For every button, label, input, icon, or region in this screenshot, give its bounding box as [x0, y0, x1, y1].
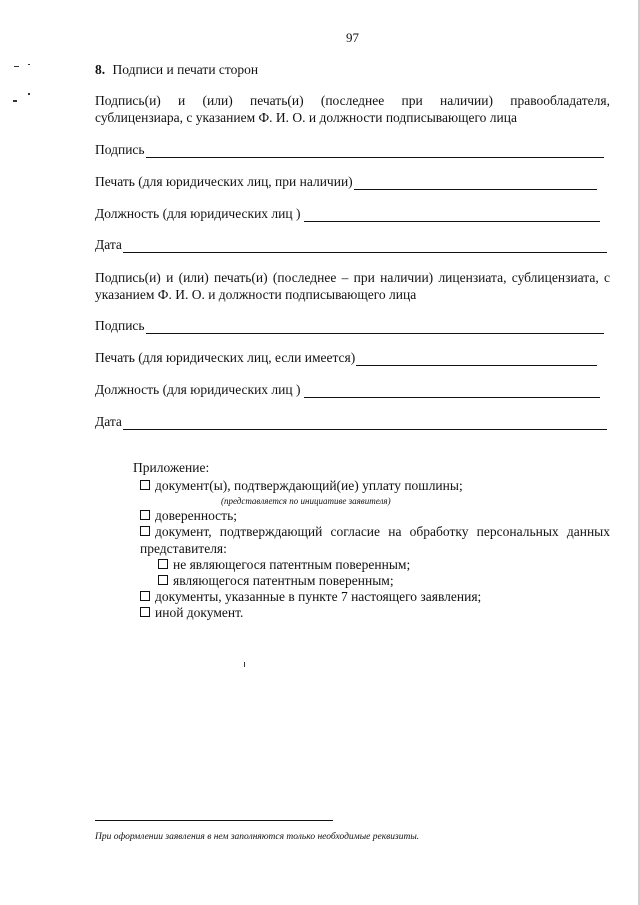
licensee-date-label: Дата	[95, 414, 122, 429]
section-title	[95, 62, 258, 78]
licensee-signature-line[interactable]	[146, 321, 604, 334]
attachment-power-of-attorney[interactable]	[140, 508, 237, 524]
rightholder-seal-label: Печать (для юридических лиц, при наличии)	[95, 174, 353, 189]
licensee-seal-line[interactable]	[356, 353, 597, 366]
attachment-other-doc-label: иной документ.	[155, 605, 244, 620]
rightholder-seal-field[interactable]	[95, 174, 597, 190]
licensee-intro-line1: Подпись(и) и (или) печать(и) (последнее – при наличии) лицензиата, сублицензиата, с	[95, 270, 610, 285]
checkbox[interactable]	[158, 575, 168, 585]
attachment-power-of-attorney-label: доверенность;	[155, 508, 237, 523]
checkbox[interactable]	[140, 510, 150, 520]
rightholder-signature-label: Подпись	[95, 142, 145, 157]
licensee-date-line[interactable]	[123, 417, 607, 430]
rightholder-intro-line1: Подпись(и) и (или) печать(и) (последнее при наличии) правообладателя,	[95, 93, 610, 108]
attachment-consent-doc[interactable]	[140, 524, 610, 540]
rightholder-position-line[interactable]	[304, 209, 600, 222]
checkbox[interactable]	[158, 559, 168, 569]
attachment-fee-doc[interactable]	[140, 478, 463, 494]
checkbox[interactable]	[140, 591, 150, 601]
page-number: 97	[346, 30, 359, 45]
checkbox[interactable]	[140, 607, 150, 617]
scan-mark	[28, 93, 30, 95]
attachment-item7-docs[interactable]	[140, 589, 481, 605]
licensee-position-line[interactable]	[304, 385, 600, 398]
attachment-item7-docs-label: документы, указанные в пункте 7 настоящего заявления;	[155, 589, 482, 604]
licensee-position-label: Должность (для юридических лиц )	[95, 382, 301, 397]
attachment-consent-doc-label-line1: документ, подтверждающий согласие на обработку персональных данных	[155, 524, 610, 539]
footnote-divider	[95, 820, 333, 821]
checkbox[interactable]	[140, 480, 150, 490]
rightholder-date-label: Дата	[95, 237, 122, 252]
checkbox[interactable]	[140, 526, 150, 536]
rightholder-intro-line2: сублицензиара, с указанием Ф. И. О. и должности подписывающего лица	[95, 110, 517, 125]
licensee-position-field[interactable]	[95, 382, 600, 398]
rightholder-date-line[interactable]	[123, 240, 607, 253]
licensee-intro	[95, 269, 610, 303]
attachment-fee-doc-label: документ(ы), подтверждающий(ие) уплату пошлины;	[155, 478, 463, 493]
attachment-patent-attorney-label: являющегося патентным поверенным;	[173, 573, 394, 588]
rightholder-intro	[95, 92, 610, 126]
attachment-consent-doc-label-line2: представителя:	[140, 541, 227, 556]
rightholder-position-label: Должность (для юридических лиц )	[95, 206, 301, 221]
attachment-not-patent-attorney[interactable]	[158, 557, 410, 573]
licensee-intro-line2: указанием Ф. И. О. и должности подписывающего лица	[95, 287, 417, 302]
section-number: 8.	[95, 62, 106, 77]
rightholder-signature-field[interactable]	[95, 142, 604, 158]
licensee-date-field[interactable]	[95, 414, 607, 430]
licensee-signature-field[interactable]	[95, 318, 604, 334]
licensee-seal-label: Печать (для юридических лиц, если имеется)	[95, 350, 356, 365]
attachment-fee-doc-note: (представляется по инициативе заявителя)	[221, 496, 391, 506]
footnote: При оформлении заявления в нем заполняются только необходимые реквизиты.	[95, 832, 420, 842]
section-title-text: Подписи и печати сторон	[112, 62, 259, 77]
attachment-patent-attorney[interactable]	[158, 573, 394, 589]
rightholder-signature-line[interactable]	[146, 145, 604, 158]
scan-mark	[244, 662, 245, 667]
rightholder-position-field[interactable]	[95, 206, 600, 222]
attachments-heading: Приложение:	[133, 460, 210, 475]
scan-mark	[28, 64, 30, 65]
scan-mark	[14, 66, 19, 67]
attachment-not-patent-attorney-label: не являющегося патентным поверенным;	[173, 557, 411, 572]
rightholder-seal-line[interactable]	[354, 177, 597, 190]
scan-mark	[13, 100, 17, 102]
licensee-signature-label: Подпись	[95, 318, 145, 333]
licensee-seal-field[interactable]	[95, 350, 597, 366]
rightholder-date-field[interactable]	[95, 237, 607, 253]
attachment-other-doc[interactable]	[140, 605, 243, 621]
